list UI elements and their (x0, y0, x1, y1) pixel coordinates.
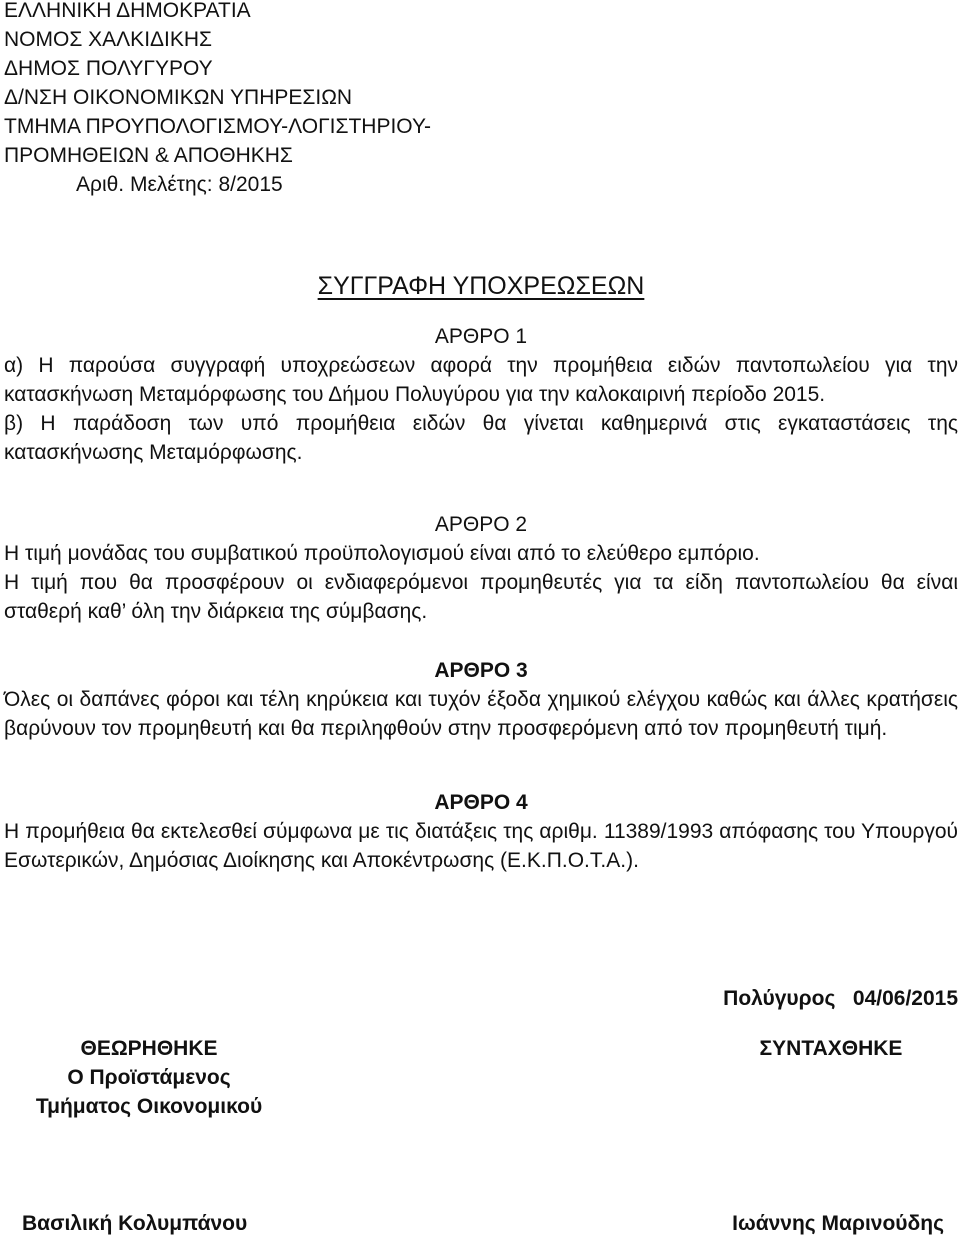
article-heading: ΑΡΘΡΟ 2 (434, 513, 528, 536)
article-paragraph: Η προμήθεια θα εκτελεσθεί σύμφωνα με τις διατάξεις της αριθμ. 11389/1993 απόφασης του Υπουργού Εσωτερικών, Δημόσιας Διοίκησης και Αποκέντρωσης (Ε.Κ.Π.Ο.Τ.Α.). (4, 820, 958, 872)
article-paragraph: α) Η παρούσα συγγραφή υποχρεώσεων αφορά την προμήθεια ειδών παντοπωλείου για την κατασκήνωση Μεταμόρφωσης του Δήμου Πολυγύρου για την καλοκαιρινή περίοδο 2015. (4, 354, 958, 406)
article-paragraph: β) Η παράδοση των υπό προμήθεια ειδών θα γίνεται καθημερινά στις εγκαταστάσεις της κατασκήνωσης Μεταμόρφωσης. (4, 412, 958, 464)
signature-label: ΣΥΝΤΑΧΘΗΚΕ (759, 1037, 903, 1060)
document-date: 04/06/2015 (852, 987, 958, 1010)
document-title: ΣΥΓΓΡΑΦΗ ΥΠΟΧΡΕΩΣΕΩΝ (317, 272, 645, 300)
article-1 (4, 322, 958, 467)
signature-role: Τμήματος Οικονομικού (35, 1095, 263, 1118)
signature-label: ΘΕΩΡΗΘΗΚΕ (80, 1037, 218, 1060)
article-heading: ΑΡΘΡΟ 3 (434, 659, 528, 682)
article-heading: ΑΡΘΡΟ 1 (434, 325, 528, 348)
header-line-department: ΤΜΗΜΑ ΠΡΟΥΠΟΛΟΓΙΣΜΟΥ-ΛΟΓΙΣΤΗΡΙΟΥ- (4, 115, 432, 138)
header-line-department-cont: ΠΡΟΜΗΘΕΙΩΝ & ΑΠΟΘΗΚΗΣ (4, 144, 293, 167)
header-line-prefecture: ΝΟΜΟΣ ΧΑΛΚΙΔΙΚΗΣ (4, 28, 213, 51)
article-4 (4, 788, 958, 875)
signature-block-drafted (704, 1034, 958, 1063)
article-paragraph: Η τιμή που θα προσφέρουν οι ενδιαφερόμενοι προμηθευτές για τα είδη παντοπωλείου θα είναι σταθερή καθ’ όλη την διάρκεια της σύμβασης. (4, 571, 958, 623)
study-number: Αριθ. Μελέτης: 8/2015 (76, 173, 283, 196)
document-page (4, 0, 958, 1239)
place-name: Πολύγυρος (723, 987, 836, 1010)
article-paragraph: Η τιμή μονάδας του συμβατικού προϋπολογισμού είναι από το ελεύθερο εμπόριο. (4, 542, 760, 565)
place-date-line (723, 984, 958, 1013)
header-line-country: ΕΛΛΗΝΙΚΗ ΔΗΜΟΚΡΑΤΙΑ (4, 0, 251, 22)
signature-block-approved (4, 1034, 294, 1121)
signatory-name-right: Ιωάννης Μαρινούδης (732, 1212, 944, 1235)
article-paragraph: Όλες οι δαπάνες φόροι και τέλη κηρύκεια και τυχόν έξοδα χημικού ελέγχου καθώς και άλλες κρατήσεις βαρύνουν τον προμηθευτή και θα περιληφθούν στην προσφερόμενη από τον προμηθευτή τιμή. (4, 688, 958, 740)
header-line-municipality: ΔΗΜΟΣ ΠΟΛΥΓΥΡΟΥ (4, 57, 213, 80)
article-3 (4, 656, 958, 743)
issuer-header (4, 0, 564, 199)
article-heading: ΑΡΘΡΟ 4 (434, 791, 528, 814)
article-2 (4, 510, 958, 626)
signatory-name-left: Βασιλική Κολυμπάνου (22, 1212, 248, 1235)
signature-role: Ο Προϊστάμενος (67, 1066, 231, 1089)
header-line-directorate: Δ/ΝΣΗ ΟΙΚΟΝΟΜΙΚΩΝ ΥΠΗΡΕΣΙΩΝ (4, 86, 353, 109)
